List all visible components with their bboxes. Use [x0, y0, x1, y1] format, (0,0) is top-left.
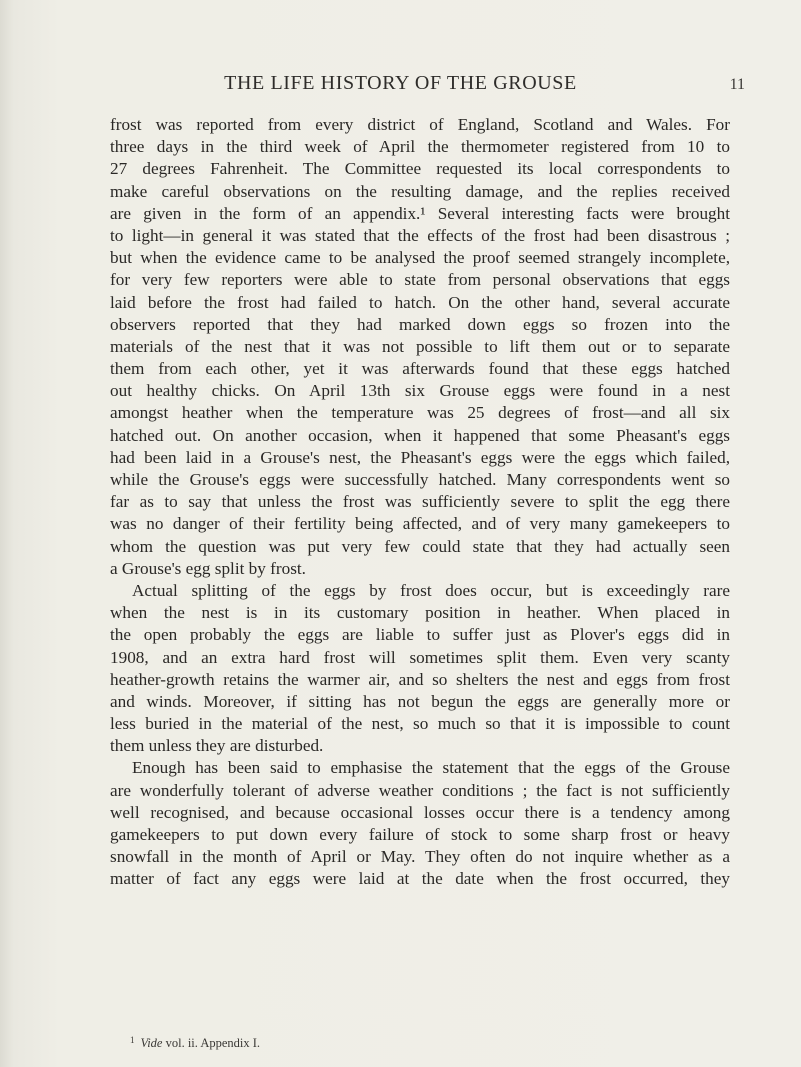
text-line: them unless they are disturbed.: [110, 736, 324, 756]
text-line: less buried in the material of the nest, so much so that it is impossible to count: [110, 714, 730, 734]
text-line: whom the question was put very few could state that they had actually seen: [110, 536, 730, 556]
text-line: 27 degrees Fahrenheit. The Committee requested its local correspondents to: [110, 159, 730, 179]
footnote-marker: 1: [130, 1035, 135, 1045]
text-line: them from each other, yet it was afterwards found that these eggs hatched: [110, 359, 730, 379]
text-line: hatched out. On another occasion, when it happened that some Pheasant's eggs: [110, 425, 730, 445]
text-line: Enough has been said to emphasise the statement that the eggs of the Grouse: [132, 758, 730, 778]
running-title: THE LIFE HISTORY OF THE GROUSE: [224, 72, 577, 94]
text-line: gamekeepers to put down every failure of stock to some sharp frost or heavy: [110, 825, 730, 844]
text-line: the open probably the eggs are liable to suffer just as Plover's eggs did in: [110, 625, 730, 645]
text-line: snowfall in the month of April or May. They often do not inquire whether as a: [110, 847, 730, 867]
page-header: [0, 72, 801, 102]
footnote-text: vol. ii. Appendix I.: [162, 1036, 261, 1050]
text-line: to light—in general it was stated that the effects of the frost had been disastrous ;: [110, 225, 730, 245]
text-line: are given in the form of an appendix.¹ Several interesting facts were brought: [110, 203, 730, 223]
text-line: was no danger of their fertility being affected, and of very many gamekeepers to: [110, 514, 730, 534]
text-line: for very few reporters were able to state from personal observations that eggs: [110, 270, 730, 290]
text-line: and winds. Moreover, if sitting has not begun the eggs are generally more or: [110, 691, 730, 711]
text-line: observers reported that they had marked down eggs so frozen into the: [110, 314, 730, 334]
text-line: make careful observations on the resulting damage, and the replies received: [110, 181, 730, 201]
text-line: frost was reported from every district of England, Scotland and Wales. For: [110, 115, 730, 134]
text-line: had been laid in a Grouse's nest, the Pheasant's eggs were the eggs which failed,: [110, 447, 730, 467]
text-line: materials of the nest that it was not possible to lift them out or to separate: [110, 336, 730, 356]
text-line: Actual splitting of the eggs by frost does occur, but is exceedingly rare: [132, 580, 730, 600]
text-line: 1908, and an extra hard frost will sometimes split them. Even very scanty: [110, 647, 730, 667]
text-line: matter of fact any eggs were laid at the date when the frost occurred, they: [110, 869, 730, 889]
text-line: heather-growth retains the warmer air, and so shelters the nest and eggs from frost: [110, 669, 730, 689]
text-line: a Grouse's egg split by frost.: [110, 558, 306, 578]
text-line: out healthy chicks. On April 13th six Grouse eggs were found in a nest: [110, 381, 730, 401]
text-line: are wonderfully tolerant of adverse weather conditions ; the fact is not sufficiently: [110, 780, 730, 800]
footnote-label: Vide: [140, 1036, 163, 1050]
text-line: three days in the third week of April the thermometer registered from 10 to: [110, 137, 730, 157]
page-number: 11: [729, 76, 745, 93]
text-line: well recognised, and because occasional losses occur there is a tendency among: [110, 802, 730, 822]
footnote: [130, 1035, 260, 1051]
text-line: laid before the frost had failed to hatch. On the other hand, several accurate: [110, 292, 730, 312]
text-line: but when the evidence came to be analysed the proof seemed strangely incomplete,: [110, 248, 730, 268]
text-line: while the Grouse's eggs were successfully hatched. Many correspondents went so: [110, 470, 730, 489]
text-line: far as to say that unless the frost was sufficiently severe to split the egg there: [110, 492, 730, 512]
text-line: when the nest is in its customary position in heather. When placed in: [110, 603, 730, 623]
body-text: [110, 114, 730, 891]
text-line: amongst heather when the temperature was 25 degrees of frost—and all six: [110, 403, 730, 423]
